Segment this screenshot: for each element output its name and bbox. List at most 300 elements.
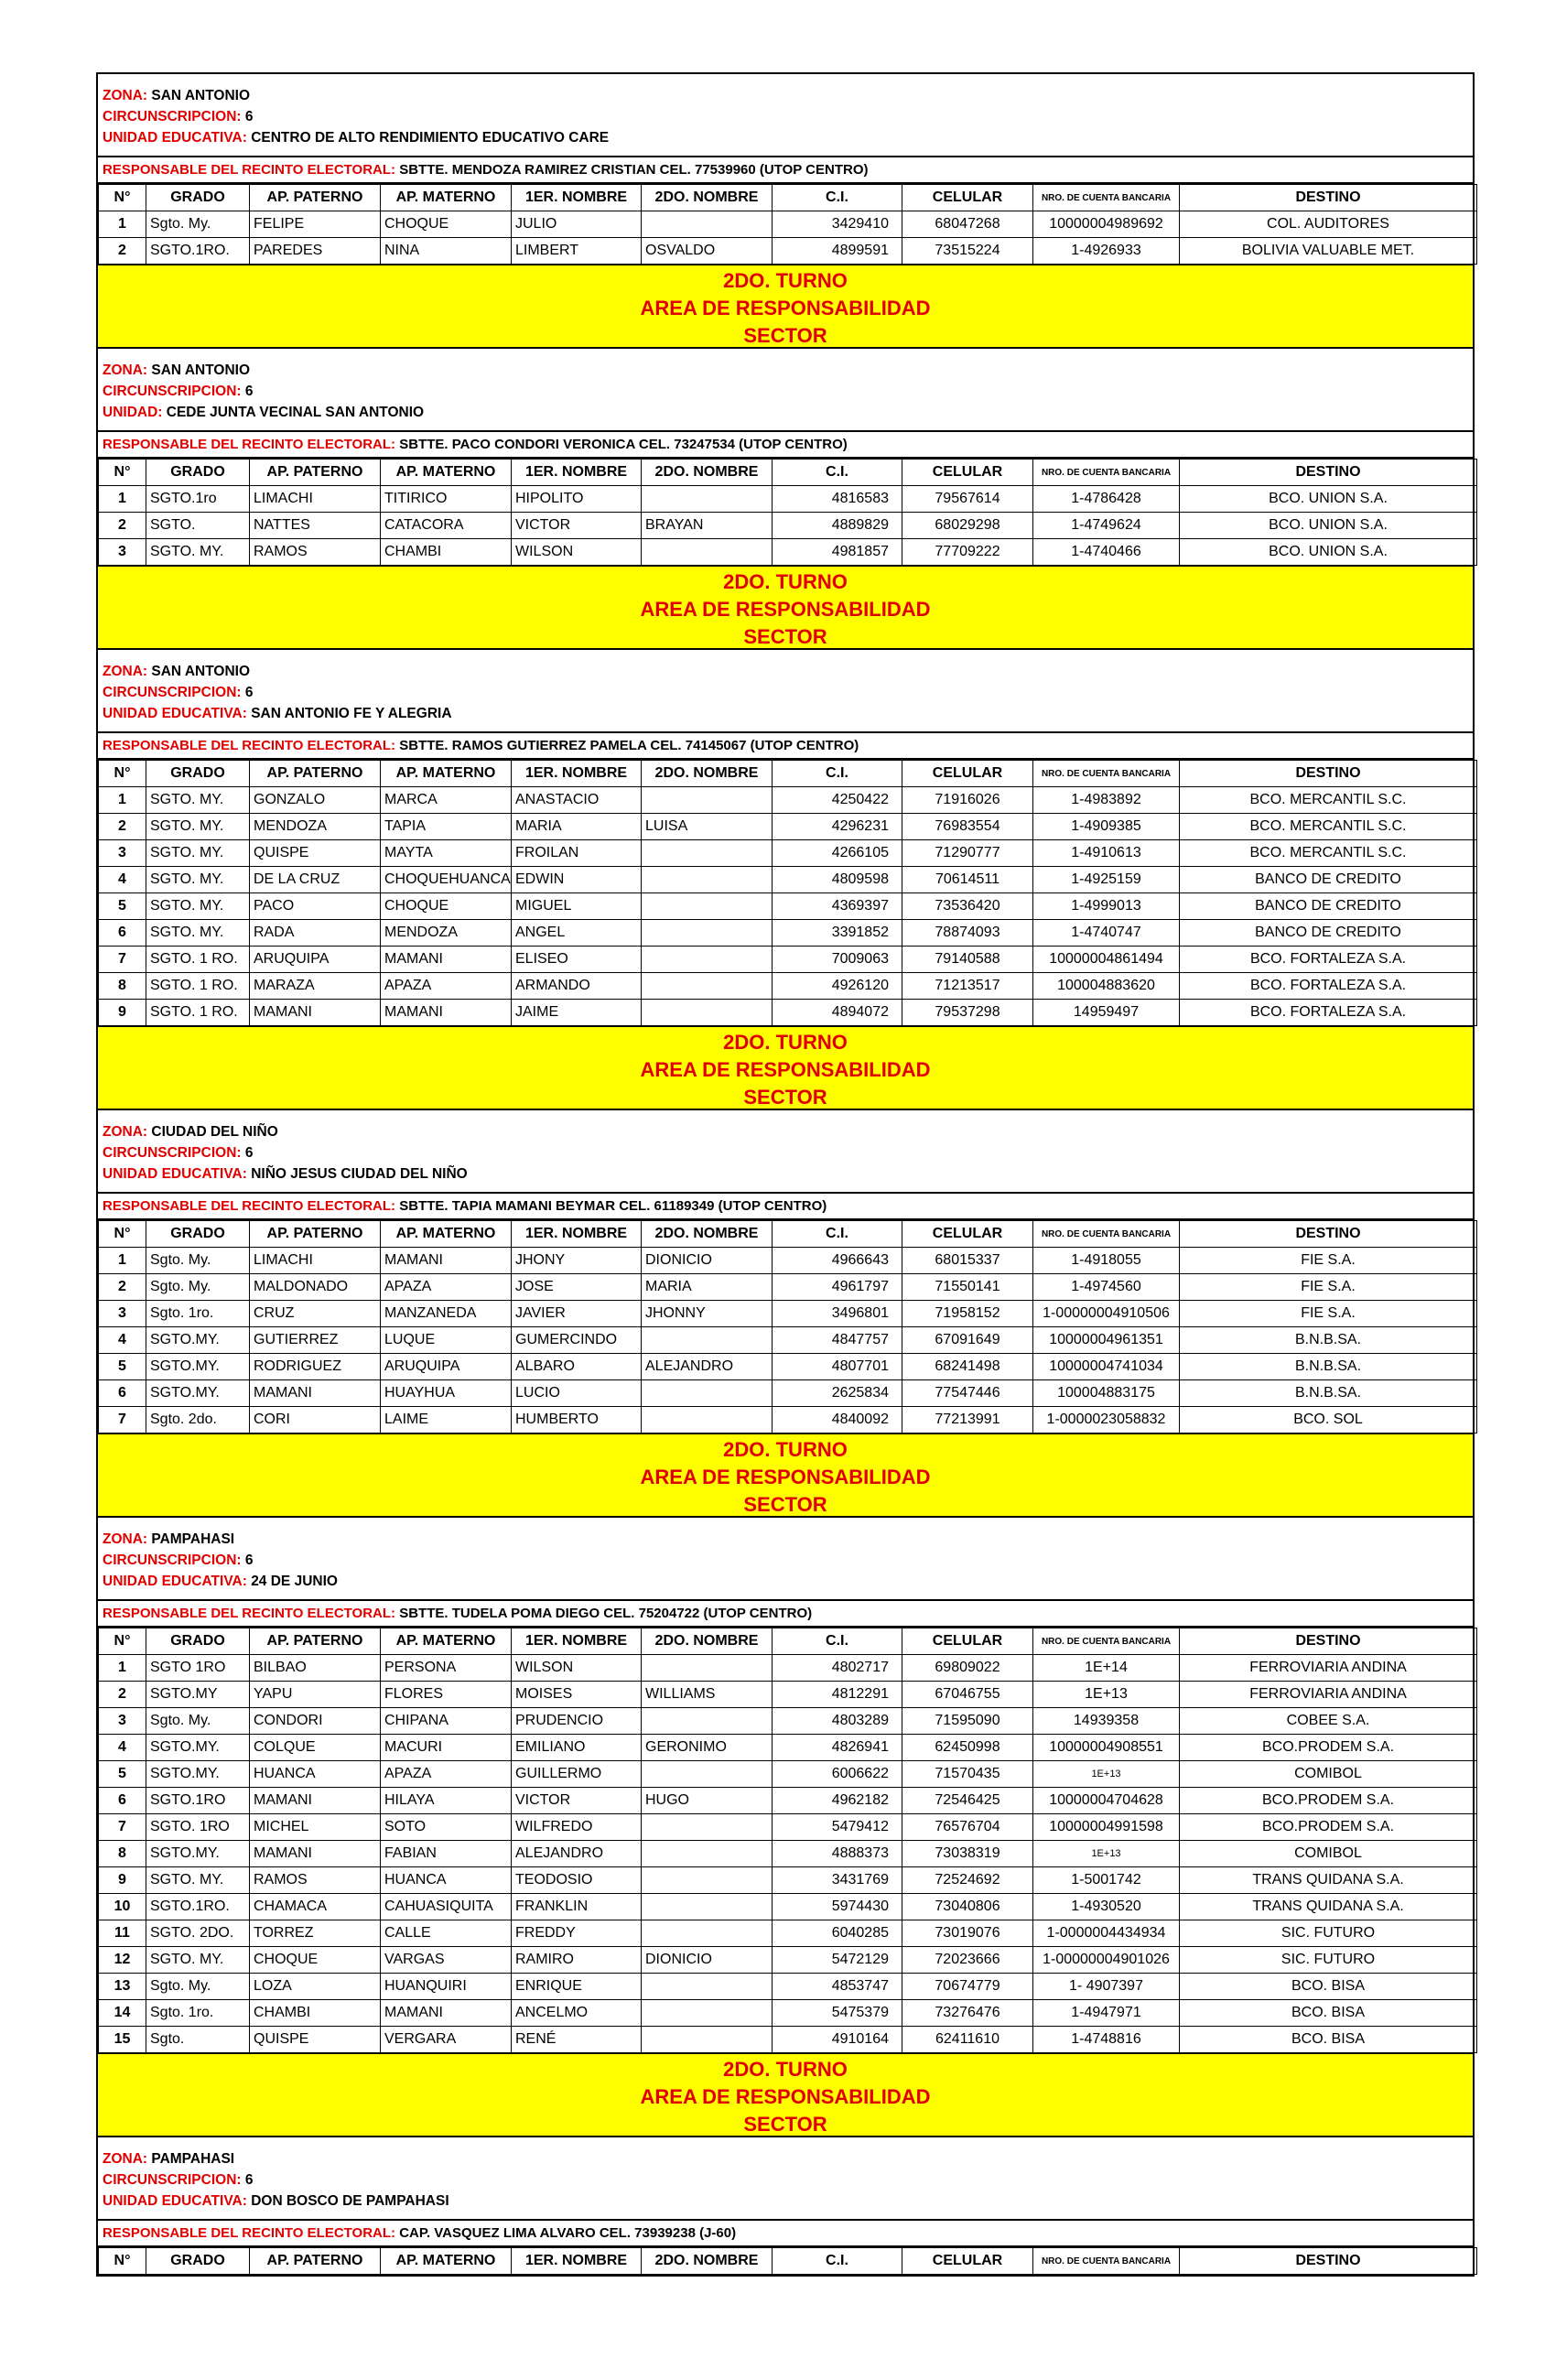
table-cell: Sgto. My. — [146, 1248, 250, 1274]
unidad-label: UNIDAD EDUCATIVA: — [103, 706, 247, 721]
unidad-line — [103, 1571, 1473, 1592]
table-cell — [642, 2027, 773, 2053]
table-cell: 4250422 — [773, 787, 902, 814]
table-cell — [642, 920, 773, 947]
table-cell: 4961797 — [773, 1274, 902, 1301]
table-cell: 72546425 — [902, 1788, 1033, 1814]
unidad-line — [103, 1163, 1473, 1185]
table-cell: WILSON — [512, 539, 642, 566]
column-header: 2DO. NOMBRE — [642, 761, 773, 787]
table-cell: CORI — [250, 1407, 381, 1433]
circunscripcion-value: 6 — [244, 384, 254, 399]
table-cell: GUTIERREZ — [250, 1327, 381, 1354]
table-cell: MAMANI — [250, 1380, 381, 1407]
circunscripcion-line — [103, 682, 1473, 703]
table-cell: 6006622 — [773, 1761, 902, 1788]
column-header: 1ER. NOMBRE — [512, 460, 642, 486]
responsable-line — [98, 432, 1473, 459]
table-cell: 4807701 — [773, 1354, 902, 1380]
column-header: GRADO — [146, 1628, 250, 1655]
table-cell: 73040806 — [902, 1894, 1033, 1920]
table-cell: 68241498 — [902, 1354, 1033, 1380]
column-header: N° — [99, 185, 146, 211]
table-cell: 10000004989692 — [1033, 211, 1180, 238]
table-cell: 1-0000023058832 — [1033, 1407, 1180, 1433]
table-cell: 4910164 — [773, 2027, 902, 2053]
zona-value: PAMPAHASI — [151, 1531, 235, 1547]
turno-banner — [98, 1433, 1473, 1518]
table-row — [99, 947, 1477, 973]
table-cell: NATTES — [250, 513, 381, 539]
table-cell: COMIBOL — [1180, 1761, 1477, 1788]
table-cell: ANCELMO — [512, 2000, 642, 2027]
table-cell: 2625834 — [773, 1380, 902, 1407]
unidad-label: UNIDAD: — [103, 405, 163, 420]
table-cell — [642, 1761, 773, 1788]
table-cell: 2 — [99, 1274, 146, 1301]
table-cell: ELISEO — [512, 947, 642, 973]
table-cell: 1 — [99, 486, 146, 513]
responsable-line — [98, 1194, 1473, 1220]
column-header: CELULAR — [902, 2248, 1033, 2275]
table-cell: 3 — [99, 840, 146, 867]
table-cell: 1-00000004910506 — [1033, 1301, 1180, 1327]
table-cell: 72524692 — [902, 1867, 1033, 1894]
turno-title: 2DO. TURNO — [723, 570, 848, 593]
table-cell — [642, 539, 773, 566]
table-row — [99, 814, 1477, 840]
table-cell — [642, 1327, 773, 1354]
table-cell: TITIRICO — [381, 486, 512, 513]
table-cell: 1-4786428 — [1033, 486, 1180, 513]
table-cell: 3 — [99, 539, 146, 566]
table-cell: 8 — [99, 973, 146, 1000]
table-cell: SGTO. MY. — [146, 867, 250, 893]
table-cell: BCO.PRODEM S.A. — [1180, 1788, 1477, 1814]
table-cell: 73536420 — [902, 893, 1033, 920]
table-cell — [642, 973, 773, 1000]
table-cell: BCO. UNION S.A. — [1180, 486, 1477, 513]
column-header: NRO. DE CUENTA BANCARIA — [1033, 1221, 1180, 1248]
table-cell: SGTO.MY — [146, 1682, 250, 1708]
table-cell: BOLIVIA VALUABLE MET. — [1180, 238, 1477, 265]
responsable-label: RESPONSABLE DEL RECINTO ELECTORAL: — [103, 437, 396, 452]
table-cell: EMILIANO — [512, 1735, 642, 1761]
table-cell: NINA — [381, 238, 512, 265]
table-cell: WILSON — [512, 1655, 642, 1682]
table-cell: CHAMBI — [250, 2000, 381, 2027]
table-cell: 2 — [99, 513, 146, 539]
circunscripcion-value: 6 — [244, 2172, 254, 2188]
table-cell: Sgto. 2do. — [146, 1407, 250, 1433]
table-cell: BCO.PRODEM S.A. — [1180, 1735, 1477, 1761]
zona-line — [103, 1529, 1473, 1550]
table-cell: APAZA — [381, 1761, 512, 1788]
column-header: NRO. DE CUENTA BANCARIA — [1033, 460, 1180, 486]
table-cell: 1-4999013 — [1033, 893, 1180, 920]
responsable-label: RESPONSABLE DEL RECINTO ELECTORAL: — [103, 162, 396, 178]
table-cell: JAIME — [512, 1000, 642, 1026]
unidad-label: UNIDAD EDUCATIVA: — [103, 1166, 247, 1182]
table-cell: 5472129 — [773, 1947, 902, 1974]
column-header: DESTINO — [1180, 460, 1477, 486]
table-row — [99, 1274, 1477, 1301]
column-header: GRADO — [146, 2248, 250, 2275]
table-cell: 8 — [99, 1841, 146, 1867]
table-cell: SGTO.MY. — [146, 1841, 250, 1867]
table-cell — [642, 486, 773, 513]
table-cell: 62450998 — [902, 1735, 1033, 1761]
table-cell — [642, 947, 773, 973]
table-cell: FLORES — [381, 1682, 512, 1708]
header-row — [99, 1628, 1477, 1655]
table-cell: ARUQUIPA — [381, 1354, 512, 1380]
table-cell: 1-4930520 — [1033, 1894, 1180, 1920]
circunscripcion-label: CIRCUNSCRIPCION: — [103, 1145, 242, 1161]
table-cell: ANGEL — [512, 920, 642, 947]
table-cell — [642, 1407, 773, 1433]
table-cell: 1-4925159 — [1033, 867, 1180, 893]
table-row — [99, 1920, 1477, 1947]
table-cell: MARIA — [642, 1274, 773, 1301]
area-title: AREA DE RESPONSABILIDAD — [640, 1058, 931, 1081]
table-cell: DIONICIO — [642, 1947, 773, 1974]
table-cell: 11 — [99, 1920, 146, 1947]
table-cell: RENÉ — [512, 2027, 642, 2053]
responsable-line — [98, 2221, 1473, 2247]
table-row — [99, 1327, 1477, 1354]
table-cell: 4296231 — [773, 814, 902, 840]
unidad-line — [103, 2191, 1473, 2212]
table-cell: FIE S.A. — [1180, 1248, 1477, 1274]
column-header: GRADO — [146, 185, 250, 211]
circunscripcion-label: CIRCUNSCRIPCION: — [103, 384, 242, 399]
table-cell: 4889829 — [773, 513, 902, 539]
table-cell: SGTO.1ro — [146, 486, 250, 513]
zona-label: ZONA: — [103, 362, 148, 378]
table-row — [99, 920, 1477, 947]
table-row — [99, 1894, 1477, 1920]
table-cell: SGTO. MY. — [146, 1947, 250, 1974]
sector-title: SECTOR — [743, 2113, 827, 2136]
table-cell: VICTOR — [512, 1788, 642, 1814]
table-cell: CALLE — [381, 1920, 512, 1947]
table-cell: MICHEL — [250, 1814, 381, 1841]
personnel-table — [98, 1628, 1477, 2053]
zona-line — [103, 2148, 1473, 2169]
table-cell: LIMACHI — [250, 486, 381, 513]
table-cell: 77213991 — [902, 1407, 1033, 1433]
table-cell: CHOQUE — [250, 1947, 381, 1974]
table-cell: 73038319 — [902, 1841, 1033, 1867]
column-header: CELULAR — [902, 460, 1033, 486]
roster-section — [98, 2137, 1473, 2275]
table-cell: FELIPE — [250, 211, 381, 238]
table-cell: TEODOSIO — [512, 1867, 642, 1894]
table-cell: QUISPE — [250, 840, 381, 867]
table-cell: SGTO. MY. — [146, 1867, 250, 1894]
table-cell: BANCO DE CREDITO — [1180, 893, 1477, 920]
zona-value: SAN ANTONIO — [151, 88, 251, 103]
table-cell: EDWIN — [512, 867, 642, 893]
table-cell: Sgto. My. — [146, 211, 250, 238]
table-cell: 7009063 — [773, 947, 902, 973]
table-cell: 12 — [99, 1947, 146, 1974]
table-cell: 4809598 — [773, 867, 902, 893]
header-row — [99, 1221, 1477, 1248]
table-cell: RODRIGUEZ — [250, 1354, 381, 1380]
table-row — [99, 513, 1477, 539]
turno-banner — [98, 2053, 1473, 2137]
table-cell: FRANKLIN — [512, 1894, 642, 1920]
table-cell: LAIME — [381, 1407, 512, 1433]
table-cell — [642, 1708, 773, 1735]
column-header: NRO. DE CUENTA BANCARIA — [1033, 2248, 1180, 2275]
table-cell: 71290777 — [902, 840, 1033, 867]
table-cell: VARGAS — [381, 1947, 512, 1974]
column-header: C.I. — [773, 761, 902, 787]
table-cell: JOSE — [512, 1274, 642, 1301]
table-cell: 69809022 — [902, 1655, 1033, 1682]
table-cell: Sgto. 1ro. — [146, 2000, 250, 2027]
table-cell: CHAMBI — [381, 539, 512, 566]
table-cell: Sgto. My. — [146, 1274, 250, 1301]
section-info — [98, 1110, 1473, 1194]
table-cell: BCO. SOL — [1180, 1407, 1477, 1433]
table-row — [99, 1788, 1477, 1814]
zona-value: PAMPAHASI — [151, 2151, 235, 2167]
table-cell: QUISPE — [250, 2027, 381, 2053]
table-cell: MAMANI — [381, 1000, 512, 1026]
table-cell: 1-4918055 — [1033, 1248, 1180, 1274]
table-cell: MAYTA — [381, 840, 512, 867]
responsable-label: RESPONSABLE DEL RECINTO ELECTORAL: — [103, 2225, 396, 2241]
table-cell: 4981857 — [773, 539, 902, 566]
table-cell: JHONNY — [642, 1301, 773, 1327]
header-row — [99, 761, 1477, 787]
table-cell: MALDONADO — [250, 1274, 381, 1301]
table-cell — [642, 840, 773, 867]
section-info — [98, 74, 1473, 157]
circunscripcion-value: 6 — [244, 1145, 254, 1161]
table-cell: 73276476 — [902, 2000, 1033, 2027]
zona-label: ZONA: — [103, 2151, 148, 2167]
table-cell: 6040285 — [773, 1920, 902, 1947]
column-header: AP. PATERNO — [250, 1221, 381, 1248]
table-cell: FROILAN — [512, 840, 642, 867]
column-header: DESTINO — [1180, 1628, 1477, 1655]
column-header: 2DO. NOMBRE — [642, 460, 773, 486]
table-cell: 1E+13 — [1033, 1761, 1180, 1788]
column-header: 2DO. NOMBRE — [642, 185, 773, 211]
table-cell: 10000004741034 — [1033, 1354, 1180, 1380]
table-cell: VICTOR — [512, 513, 642, 539]
column-header: 2DO. NOMBRE — [642, 1628, 773, 1655]
zona-line — [103, 661, 1473, 682]
table-cell: HUANQUIRI — [381, 1974, 512, 2000]
table-cell: MAMANI — [250, 1788, 381, 1814]
zona-line — [103, 85, 1473, 106]
column-header: 2DO. NOMBRE — [642, 1221, 773, 1248]
table-cell: SIC. FUTURO — [1180, 1947, 1477, 1974]
sector-title: SECTOR — [743, 1086, 827, 1109]
table-cell: CHIPANA — [381, 1708, 512, 1735]
table-cell: 4899591 — [773, 238, 902, 265]
table-cell: BCO. MERCANTIL S.C. — [1180, 787, 1477, 814]
table-cell: MARIA — [512, 814, 642, 840]
table-cell: ARUQUIPA — [250, 947, 381, 973]
roster-section — [98, 74, 1473, 349]
table-cell: BCO. FORTALEZA S.A. — [1180, 947, 1477, 973]
unidad-value: SAN ANTONIO FE Y ALEGRIA — [251, 706, 452, 721]
column-header: NRO. DE CUENTA BANCARIA — [1033, 1628, 1180, 1655]
table-cell: MACURI — [381, 1735, 512, 1761]
table-cell: SGTO.MY. — [146, 1327, 250, 1354]
table-cell: 1-4910613 — [1033, 840, 1180, 867]
table-row — [99, 486, 1477, 513]
header-row — [99, 185, 1477, 211]
table-cell — [642, 787, 773, 814]
table-cell: 1-4974560 — [1033, 1274, 1180, 1301]
table-row — [99, 787, 1477, 814]
table-cell: 4962182 — [773, 1788, 902, 1814]
table-cell: 1 — [99, 1248, 146, 1274]
table-cell: HILAYA — [381, 1788, 512, 1814]
table-cell: CHOQUEHUANCA — [381, 867, 512, 893]
table-cell: 67046755 — [902, 1682, 1033, 1708]
table-cell: Sgto. My. — [146, 1974, 250, 2000]
table-cell — [642, 1380, 773, 1407]
table-row — [99, 2000, 1477, 2027]
table-cell: COMIBOL — [1180, 1841, 1477, 1867]
column-header: C.I. — [773, 1221, 902, 1248]
table-row — [99, 1000, 1477, 1026]
table-cell: MIGUEL — [512, 893, 642, 920]
table-cell: 2 — [99, 814, 146, 840]
table-cell: GUILLERMO — [512, 1761, 642, 1788]
table-cell: TORREZ — [250, 1920, 381, 1947]
table-cell: 10000004704628 — [1033, 1788, 1180, 1814]
table-cell: 1 — [99, 211, 146, 238]
table-cell: RADA — [250, 920, 381, 947]
zona-label: ZONA: — [103, 1531, 148, 1547]
circunscripcion-label: CIRCUNSCRIPCION: — [103, 685, 242, 700]
table-cell — [642, 1920, 773, 1947]
table-cell: B.N.B.SA. — [1180, 1380, 1477, 1407]
unidad-line — [103, 402, 1473, 423]
table-cell — [642, 867, 773, 893]
table-cell: HUGO — [642, 1788, 773, 1814]
table-cell: BANCO DE CREDITO — [1180, 867, 1477, 893]
column-header: C.I. — [773, 1628, 902, 1655]
table-cell: COL. AUDITORES — [1180, 211, 1477, 238]
table-cell: SGTO. MY. — [146, 539, 250, 566]
table-cell: ARMANDO — [512, 973, 642, 1000]
table-cell: CHOQUE — [381, 211, 512, 238]
table-cell: 73019076 — [902, 1920, 1033, 1947]
table-cell: 79140588 — [902, 947, 1033, 973]
table-cell: 1-4947971 — [1033, 2000, 1180, 2027]
table-cell: 71213517 — [902, 973, 1033, 1000]
table-cell: 7 — [99, 947, 146, 973]
table-cell: WILLIAMS — [642, 1682, 773, 1708]
table-row — [99, 1974, 1477, 2000]
table-cell — [642, 1841, 773, 1867]
table-cell: HUANCA — [250, 1761, 381, 1788]
table-cell: 4812291 — [773, 1682, 902, 1708]
table-cell: 5 — [99, 893, 146, 920]
column-header: 1ER. NOMBRE — [512, 1221, 642, 1248]
table-cell: MARCA — [381, 787, 512, 814]
table-cell: 79567614 — [902, 486, 1033, 513]
column-header: N° — [99, 761, 146, 787]
table-cell: SGTO.MY. — [146, 1354, 250, 1380]
personnel-table — [98, 2247, 1477, 2275]
table-cell: FREDDY — [512, 1920, 642, 1947]
table-cell: SGTO.1RO — [146, 1788, 250, 1814]
column-header: 1ER. NOMBRE — [512, 2248, 642, 2275]
zona-line — [103, 1121, 1473, 1142]
table-cell: SGTO. MY. — [146, 814, 250, 840]
table-cell: 62411610 — [902, 2027, 1033, 2053]
column-header: AP. PATERNO — [250, 2248, 381, 2275]
table-cell — [642, 893, 773, 920]
table-cell: CHOQUE — [381, 893, 512, 920]
table-cell: BCO. MERCANTIL S.C. — [1180, 814, 1477, 840]
table-cell: 4 — [99, 1327, 146, 1354]
column-header: N° — [99, 460, 146, 486]
sector-title: SECTOR — [743, 625, 827, 648]
column-header: AP. MATERNO — [381, 761, 512, 787]
table-cell: MANZANEDA — [381, 1301, 512, 1327]
table-cell: 13 — [99, 1974, 146, 2000]
roster-section — [98, 650, 1473, 1110]
table-cell: 10 — [99, 1894, 146, 1920]
table-cell: TRANS QUIDANA S.A. — [1180, 1867, 1477, 1894]
table-cell: 4888373 — [773, 1841, 902, 1867]
table-cell: 4853747 — [773, 1974, 902, 2000]
column-header: CELULAR — [902, 761, 1033, 787]
table-cell: OSVALDO — [642, 238, 773, 265]
table-cell: MENDOZA — [250, 814, 381, 840]
table-cell — [642, 211, 773, 238]
table-cell: MOISES — [512, 1682, 642, 1708]
table-cell: LIMBERT — [512, 238, 642, 265]
table-cell: 79537298 — [902, 1000, 1033, 1026]
table-cell: HIPOLITO — [512, 486, 642, 513]
column-header: AP. MATERNO — [381, 1628, 512, 1655]
table-cell: 4926120 — [773, 973, 902, 1000]
responsable-value: SBTTE. PACO CONDORI VERONICA CEL. 73247534 (UTOP CENTRO) — [399, 437, 848, 452]
column-header: C.I. — [773, 2248, 902, 2275]
turno-banner — [98, 265, 1473, 349]
personnel-table — [98, 459, 1477, 566]
circunscripcion-value: 6 — [244, 685, 254, 700]
table-cell: SGTO. MY. — [146, 920, 250, 947]
table-cell: COBEE S.A. — [1180, 1708, 1477, 1735]
circunscripcion-line — [103, 1142, 1473, 1163]
table-cell: SGTO. MY. — [146, 893, 250, 920]
table-cell: JAVIER — [512, 1301, 642, 1327]
table-cell: FIE S.A. — [1180, 1301, 1477, 1327]
turno-banner — [98, 1026, 1473, 1110]
table-cell: HUANCA — [381, 1867, 512, 1894]
column-header: 1ER. NOMBRE — [512, 1628, 642, 1655]
table-cell: 100004883175 — [1033, 1380, 1180, 1407]
table-cell — [642, 1974, 773, 2000]
column-header: AP. PATERNO — [250, 1628, 381, 1655]
sector-title: SECTOR — [743, 324, 827, 347]
